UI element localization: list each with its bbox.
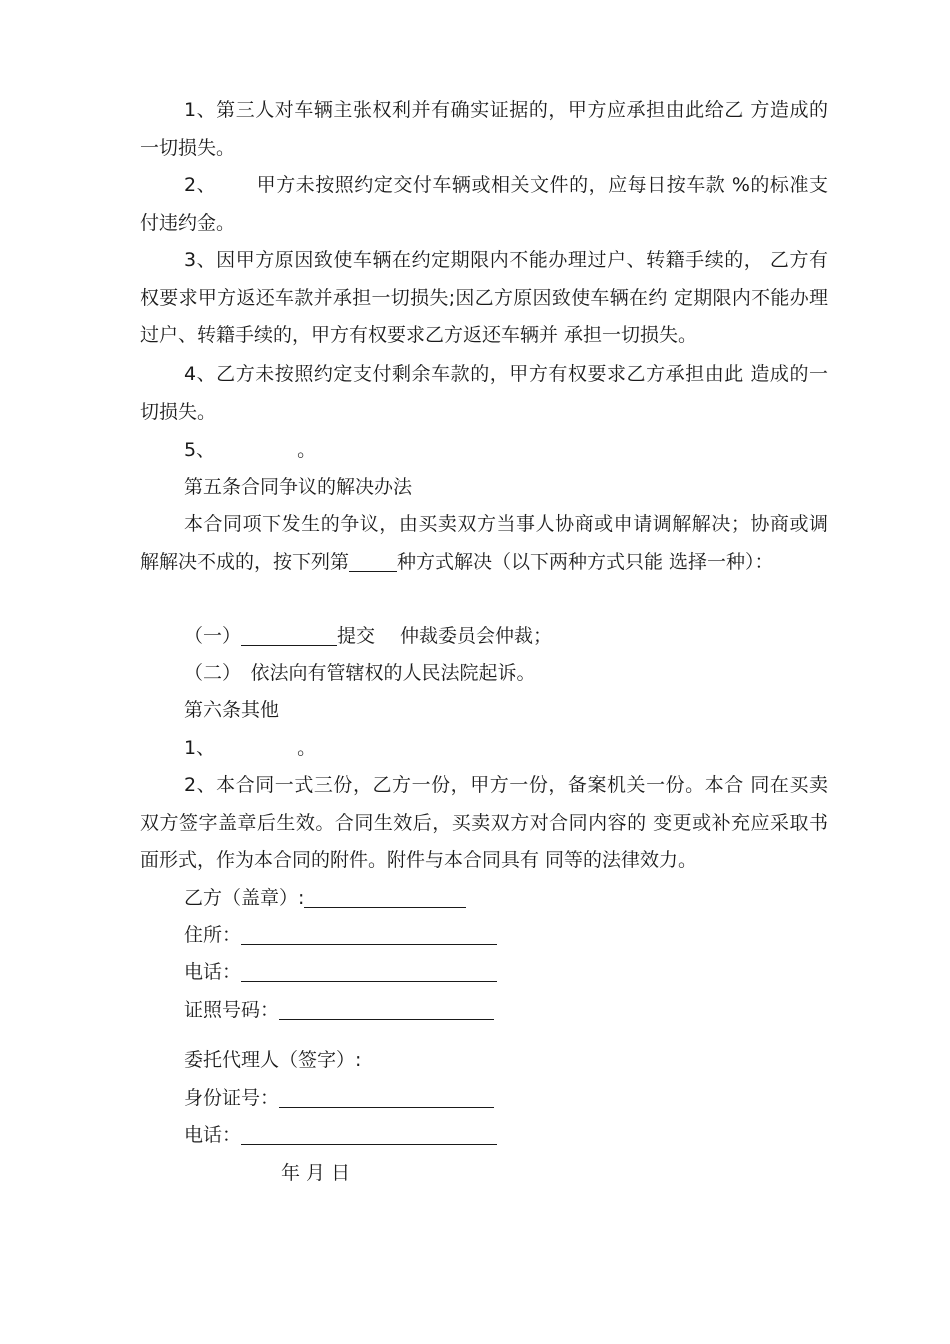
article-5-body-a: 本合同项下发生的争议，由买卖双方当事人协商或申请调解解决；协商或调解解决不成的，按下列第 xyxy=(140,513,828,573)
phone2-field[interactable] xyxy=(241,1122,497,1145)
article-5-body xyxy=(140,506,828,581)
phone2-label: 电话： xyxy=(184,1124,242,1146)
option-1-prefix: （一） xyxy=(184,625,242,647)
article-6-item-1-number: 1、 xyxy=(184,737,216,759)
agent-signature: 委托代理人（签字）: xyxy=(184,1049,362,1071)
article-6-item-2: 2、本合同一式三份，乙方一份，甲方一份，备案机关一份。本合 同在买卖双方签字盖章后生效。合同生效后，买卖双方对合同内容的 变更或补充应采取书面形式，作为本合同的附件。附件与本合同具有 同等的法律效力。 xyxy=(140,774,828,871)
id-label: 身份证号： xyxy=(184,1087,280,1109)
date-line: 年 月 日 xyxy=(281,1162,351,1184)
id-row xyxy=(184,1080,494,1118)
article-6-title: 第六条其他 xyxy=(184,699,280,721)
option-1 xyxy=(184,618,552,656)
clause-5 xyxy=(184,432,316,470)
clause-5-number: 5、 xyxy=(184,439,216,461)
license-row xyxy=(184,992,494,1030)
phone-row xyxy=(184,954,497,992)
clause-2 xyxy=(140,167,828,242)
phone-field[interactable] xyxy=(241,959,497,982)
option-2: （二） 依法向有管辖权的人民法院起诉。 xyxy=(184,662,536,684)
clause-3: 3、因甲方原因致使车辆在约定期限内不能办理过户、转籍手续的， 乙方有权要求甲方返还车款并承担一切损失;因乙方原因致使车辆在约 定期限内不能办理过户、转籍手续的，甲方有权要求乙方返还车辆并 承担一切损失。 xyxy=(140,249,828,346)
arbitration-blank[interactable] xyxy=(241,623,337,646)
party-b-label: 乙方（盖章）: xyxy=(184,887,305,909)
clause-2-text: 甲方未按照约定交付车辆或相关文件的，应每日按车款 %的标准支付违约金。 xyxy=(140,174,828,234)
phone-label: 电话： xyxy=(184,961,242,983)
license-field[interactable] xyxy=(279,997,494,1020)
phone2-row xyxy=(184,1117,497,1155)
article-5-body-b: 种方式解决（以下两种方式只能 选择一种）： xyxy=(397,550,774,573)
party-b-seal xyxy=(184,880,466,918)
article-6-item-1-end: 。 xyxy=(297,737,317,759)
article-5-title: 第五条合同争议的解决办法 xyxy=(184,476,413,498)
clause-2-number: 2、 xyxy=(184,174,217,196)
address-field[interactable] xyxy=(241,922,497,945)
clause-1: 1、第三人对车辆主张权利并有确实证据的，甲方应承担由此给乙 方造成的一切损失。 xyxy=(140,99,828,159)
option-1-text: 提交 仲裁委员会仲裁； xyxy=(337,625,553,647)
address-row xyxy=(184,917,497,955)
clause-4: 4、乙方未按照约定支付剩余车款的，甲方有权要求乙方承担由此 造成的一切损失。 xyxy=(140,363,828,423)
clause-5-end: 。 xyxy=(297,439,317,461)
article-6-item-1 xyxy=(184,730,316,768)
license-label: 证照号码： xyxy=(184,999,280,1021)
party-b-field[interactable] xyxy=(304,885,466,908)
id-field[interactable] xyxy=(279,1085,494,1108)
method-number-blank[interactable] xyxy=(349,549,397,572)
address-label: 住所： xyxy=(184,924,242,946)
